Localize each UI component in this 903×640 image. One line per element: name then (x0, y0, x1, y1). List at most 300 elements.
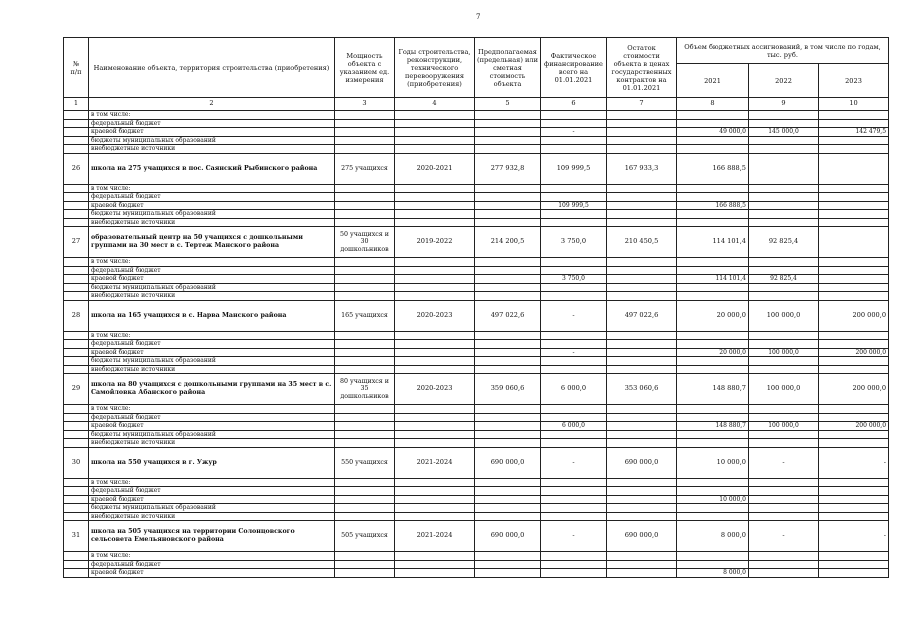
object-cost: 277 932,8 (475, 153, 541, 184)
empty-cell (541, 283, 607, 292)
funding-source-row (64, 487, 889, 496)
object-2023 (819, 153, 889, 184)
funding-source-row (64, 218, 889, 227)
empty-cell (64, 201, 89, 210)
kraevoy-2021: 49 000,0 (677, 128, 749, 137)
empty-cell (64, 569, 89, 578)
kraevoy-actual: 6 000,0 (541, 422, 607, 431)
empty-cell (819, 357, 889, 366)
empty-cell (749, 292, 819, 301)
funding-source-row (64, 210, 889, 219)
object-2021: 114 101,4 (677, 227, 749, 258)
empty-cell (335, 348, 395, 357)
empty-cell (607, 266, 677, 275)
object-row (64, 374, 889, 405)
empty-cell (335, 218, 395, 227)
object-2021: 20 000,0 (677, 300, 749, 331)
empty-cell (475, 413, 541, 422)
funding-source-row (64, 478, 889, 487)
empty-cell (607, 552, 677, 561)
empty-cell (749, 552, 819, 561)
empty-cell (541, 504, 607, 513)
empty-cell (541, 512, 607, 521)
kraevoy-actual: - (541, 348, 607, 357)
empty-cell (541, 552, 607, 561)
empty-cell (475, 504, 541, 513)
empty-cell (475, 210, 541, 219)
empty-cell (677, 340, 749, 349)
empty-cell (819, 478, 889, 487)
kraevoy-actual (541, 569, 607, 578)
funding-source-row (64, 422, 889, 431)
funding-source-row (64, 552, 889, 561)
empty-cell (607, 184, 677, 193)
header-number: № п/п (64, 38, 89, 98)
empty-cell (819, 184, 889, 193)
empty-cell (395, 422, 475, 431)
funding-source-label: краевой бюджет (89, 569, 335, 578)
empty-cell (607, 258, 677, 267)
empty-cell (64, 193, 89, 202)
header-cost: Предполагаемая (предельная) или сметная стоимость объекта (475, 38, 541, 98)
object-remainder: 690 000,0 (607, 447, 677, 478)
kraevoy-2022: 100 000,0 (749, 422, 819, 431)
empty-cell (677, 266, 749, 275)
index-cell: 10 (819, 98, 889, 111)
empty-cell (335, 569, 395, 578)
empty-cell (395, 439, 475, 448)
object-name: школа на 550 учащихся в г. Ужур (89, 447, 335, 478)
header-year-2022: 2022 (749, 64, 819, 98)
empty-cell (677, 560, 749, 569)
empty-cell (395, 145, 475, 154)
empty-cell (64, 266, 89, 275)
header-remainder: Остаток стоимости объекта в ценах государственных контрактов на 01.01.2021 (607, 38, 677, 98)
funding-source-row (64, 365, 889, 374)
funding-source-row (64, 119, 889, 128)
kraevoy-2022 (749, 495, 819, 504)
index-cell: 3 (335, 98, 395, 111)
kraevoy-2022 (749, 201, 819, 210)
object-actual: 3 750,0 (541, 227, 607, 258)
kraevoy-2022: 100 000,0 (749, 348, 819, 357)
empty-cell (335, 136, 395, 145)
empty-cell (395, 111, 475, 120)
empty-cell (475, 128, 541, 137)
empty-cell (749, 487, 819, 496)
object-row (64, 447, 889, 478)
empty-cell (819, 119, 889, 128)
kraevoy-2021: 10 000,0 (677, 495, 749, 504)
funding-source-label: федеральный бюджет (89, 560, 335, 569)
empty-cell (749, 478, 819, 487)
object-actual: - (541, 447, 607, 478)
empty-cell (607, 136, 677, 145)
kraevoy-2023 (819, 495, 889, 504)
empty-cell (335, 275, 395, 284)
empty-cell (749, 405, 819, 414)
empty-cell (541, 560, 607, 569)
empty-cell (677, 478, 749, 487)
empty-cell (64, 340, 89, 349)
empty-cell (395, 258, 475, 267)
funding-source-label: бюджеты муниципальных образований (89, 504, 335, 513)
empty-cell (395, 184, 475, 193)
empty-cell (395, 357, 475, 366)
empty-cell (395, 331, 475, 340)
empty-cell (395, 504, 475, 513)
empty-cell (395, 340, 475, 349)
funding-source-label: внебюджетные источники (89, 439, 335, 448)
empty-cell (335, 495, 395, 504)
empty-cell (395, 348, 475, 357)
object-name: школа на 505 учащихся на территории Солонцовского сельсовета Емельяновского района (89, 521, 335, 552)
empty-cell (395, 512, 475, 521)
header-object-name: Наименование объекта, территория строительства (приобретения) (89, 38, 335, 98)
empty-cell (475, 111, 541, 120)
empty-cell (749, 193, 819, 202)
object-2023: - (819, 521, 889, 552)
empty-cell (541, 331, 607, 340)
object-2021: 8 000,0 (677, 521, 749, 552)
object-row (64, 227, 889, 258)
empty-cell (335, 201, 395, 210)
empty-cell (607, 560, 677, 569)
empty-cell (819, 283, 889, 292)
empty-cell (749, 111, 819, 120)
empty-cell (607, 348, 677, 357)
empty-cell (395, 119, 475, 128)
header-year-2021: 2021 (677, 64, 749, 98)
empty-cell (335, 340, 395, 349)
kraevoy-actual: 3 750,0 (541, 275, 607, 284)
empty-cell (64, 348, 89, 357)
empty-cell (475, 560, 541, 569)
funding-source-label: внебюджетные источники (89, 365, 335, 374)
funding-source-label: краевой бюджет (89, 201, 335, 210)
kraevoy-2022: 145 000,0 (749, 128, 819, 137)
empty-cell (541, 145, 607, 154)
empty-cell (395, 201, 475, 210)
empty-cell (475, 258, 541, 267)
empty-cell (395, 405, 475, 414)
empty-cell (335, 258, 395, 267)
object-2022 (749, 153, 819, 184)
empty-cell (395, 495, 475, 504)
empty-cell (475, 487, 541, 496)
empty-cell (475, 292, 541, 301)
funding-source-row (64, 275, 889, 284)
empty-cell (677, 111, 749, 120)
object-2021: 10 000,0 (677, 447, 749, 478)
empty-cell (64, 495, 89, 504)
empty-cell (395, 413, 475, 422)
empty-cell (541, 357, 607, 366)
empty-cell (475, 119, 541, 128)
empty-cell (819, 193, 889, 202)
object-name: школа на 165 учащихся в с. Нарва Манского района (89, 300, 335, 331)
empty-cell (64, 487, 89, 496)
empty-cell (335, 283, 395, 292)
kraevoy-2021: 20 000,0 (677, 348, 749, 357)
empty-cell (677, 439, 749, 448)
object-actual: - (541, 300, 607, 331)
empty-cell (677, 184, 749, 193)
empty-cell (607, 292, 677, 301)
kraevoy-2023: 200 000,0 (819, 348, 889, 357)
object-capacity: 505 учащихся (335, 521, 395, 552)
empty-cell (335, 430, 395, 439)
empty-cell (395, 266, 475, 275)
empty-cell (335, 357, 395, 366)
empty-cell (395, 275, 475, 284)
empty-cell (64, 119, 89, 128)
index-cell: 8 (677, 98, 749, 111)
empty-cell (677, 365, 749, 374)
funding-source-label: краевой бюджет (89, 495, 335, 504)
empty-cell (749, 218, 819, 227)
funding-source-label: краевой бюджет (89, 275, 335, 284)
empty-cell (541, 218, 607, 227)
empty-cell (607, 495, 677, 504)
empty-cell (475, 275, 541, 284)
kraevoy-2021: 8 000,0 (677, 569, 749, 578)
funding-source-row (64, 145, 889, 154)
object-years: 2020-2021 (395, 153, 475, 184)
funding-source-label: в том числе: (89, 184, 335, 193)
funding-source-row (64, 266, 889, 275)
empty-cell (475, 552, 541, 561)
empty-cell (395, 193, 475, 202)
empty-cell (607, 478, 677, 487)
funding-source-label: бюджеты муниципальных образований (89, 283, 335, 292)
funding-source-label: в том числе: (89, 478, 335, 487)
header-year-2023: 2023 (819, 64, 889, 98)
empty-cell (607, 422, 677, 431)
empty-cell (819, 266, 889, 275)
empty-cell (607, 569, 677, 578)
empty-cell (335, 405, 395, 414)
kraevoy-2022 (749, 569, 819, 578)
funding-source-row (64, 569, 889, 578)
empty-cell (475, 145, 541, 154)
empty-cell (64, 331, 89, 340)
empty-cell (64, 430, 89, 439)
empty-cell (64, 422, 89, 431)
empty-cell (541, 193, 607, 202)
empty-cell (677, 331, 749, 340)
empty-cell (607, 145, 677, 154)
empty-cell (677, 283, 749, 292)
empty-cell (677, 193, 749, 202)
empty-cell (541, 430, 607, 439)
funding-source-row (64, 495, 889, 504)
empty-cell (749, 340, 819, 349)
empty-cell (335, 292, 395, 301)
empty-cell (64, 275, 89, 284)
empty-cell (607, 283, 677, 292)
object-number: 31 (64, 521, 89, 552)
object-name: образовательный центр на 50 учащихся с дошкольными группами на 30 мест в с. Тертеж Манского района (89, 227, 335, 258)
empty-cell (64, 145, 89, 154)
empty-cell (64, 292, 89, 301)
funding-source-label: в том числе: (89, 552, 335, 561)
object-2022: - (749, 521, 819, 552)
funding-source-label: бюджеты муниципальных образований (89, 357, 335, 366)
object-2021: 166 888,5 (677, 153, 749, 184)
empty-cell (64, 357, 89, 366)
empty-cell (607, 357, 677, 366)
empty-cell (819, 218, 889, 227)
empty-cell (475, 184, 541, 193)
empty-cell (819, 560, 889, 569)
empty-cell (335, 560, 395, 569)
kraevoy-2022: 92 825,4 (749, 275, 819, 284)
empty-cell (749, 413, 819, 422)
empty-cell (749, 210, 819, 219)
empty-cell (677, 145, 749, 154)
empty-cell (749, 365, 819, 374)
object-cost: 690 000,0 (475, 447, 541, 478)
empty-cell (607, 331, 677, 340)
empty-cell (819, 552, 889, 561)
kraevoy-2023 (819, 201, 889, 210)
empty-cell (607, 439, 677, 448)
empty-cell (607, 512, 677, 521)
funding-source-row (64, 128, 889, 137)
object-cost: 359 060,6 (475, 374, 541, 405)
empty-cell (541, 478, 607, 487)
empty-cell (749, 184, 819, 193)
empty-cell (819, 292, 889, 301)
funding-source-label: федеральный бюджет (89, 119, 335, 128)
empty-cell (819, 136, 889, 145)
empty-cell (749, 357, 819, 366)
empty-cell (749, 430, 819, 439)
empty-cell (335, 552, 395, 561)
funding-source-label: внебюджетные источники (89, 292, 335, 301)
empty-cell (475, 495, 541, 504)
funding-source-row (64, 413, 889, 422)
funding-source-label: федеральный бюджет (89, 487, 335, 496)
empty-cell (335, 512, 395, 521)
object-row (64, 153, 889, 184)
funding-source-label: федеральный бюджет (89, 340, 335, 349)
empty-cell (607, 413, 677, 422)
empty-cell (475, 422, 541, 431)
empty-cell (395, 487, 475, 496)
empty-cell (607, 210, 677, 219)
funding-source-row (64, 111, 889, 120)
empty-cell (395, 430, 475, 439)
object-2023: 200 000,0 (819, 300, 889, 331)
empty-cell (541, 184, 607, 193)
funding-source-row (64, 136, 889, 145)
empty-cell (335, 439, 395, 448)
object-cost: 497 022,6 (475, 300, 541, 331)
empty-cell (395, 218, 475, 227)
empty-cell (475, 136, 541, 145)
empty-cell (64, 210, 89, 219)
object-capacity: 80 учащихся и 35 дошкольников (335, 374, 395, 405)
empty-cell (335, 193, 395, 202)
kraevoy-2023 (819, 569, 889, 578)
empty-cell (395, 478, 475, 487)
object-remainder: 210 450,5 (607, 227, 677, 258)
empty-cell (677, 136, 749, 145)
object-number: 27 (64, 227, 89, 258)
empty-cell (819, 258, 889, 267)
funding-source-row (64, 201, 889, 210)
funding-source-label: бюджеты муниципальных образований (89, 210, 335, 219)
funding-source-label: в том числе: (89, 405, 335, 414)
kraevoy-2021: 166 888,5 (677, 201, 749, 210)
empty-cell (335, 365, 395, 374)
object-2023: 200 000,0 (819, 374, 889, 405)
funding-source-row (64, 560, 889, 569)
object-2021: 148 880,7 (677, 374, 749, 405)
funding-source-label: в том числе: (89, 111, 335, 120)
empty-cell (395, 365, 475, 374)
index-cell: 2 (89, 98, 335, 111)
object-actual: 109 999,5 (541, 153, 607, 184)
funding-source-row (64, 405, 889, 414)
empty-cell (475, 193, 541, 202)
empty-cell (819, 365, 889, 374)
empty-cell (64, 552, 89, 561)
empty-cell (749, 331, 819, 340)
object-2023 (819, 227, 889, 258)
empty-cell (541, 413, 607, 422)
empty-cell (607, 275, 677, 284)
object-2023: - (819, 447, 889, 478)
empty-cell (64, 439, 89, 448)
funding-source-row (64, 340, 889, 349)
empty-cell (335, 145, 395, 154)
empty-cell (819, 331, 889, 340)
funding-source-label: внебюджетные источники (89, 512, 335, 521)
funding-source-row (64, 283, 889, 292)
empty-cell (819, 111, 889, 120)
empty-cell (677, 552, 749, 561)
empty-cell (677, 292, 749, 301)
empty-cell (607, 365, 677, 374)
empty-cell (607, 193, 677, 202)
empty-cell (607, 405, 677, 414)
object-capacity: 550 учащихся (335, 447, 395, 478)
empty-cell (749, 560, 819, 569)
empty-cell (607, 119, 677, 128)
empty-cell (395, 136, 475, 145)
empty-cell (677, 119, 749, 128)
object-actual: - (541, 521, 607, 552)
funding-source-row (64, 258, 889, 267)
funding-source-label: бюджеты муниципальных образований (89, 430, 335, 439)
empty-cell (819, 413, 889, 422)
empty-cell (749, 145, 819, 154)
empty-cell (749, 258, 819, 267)
object-years: 2019-2022 (395, 227, 475, 258)
index-cell: 1 (64, 98, 89, 111)
funding-source-row (64, 193, 889, 202)
empty-cell (475, 283, 541, 292)
empty-cell (64, 184, 89, 193)
empty-cell (541, 119, 607, 128)
empty-cell (677, 413, 749, 422)
kraevoy-actual (541, 495, 607, 504)
empty-cell (749, 136, 819, 145)
empty-cell (335, 413, 395, 422)
